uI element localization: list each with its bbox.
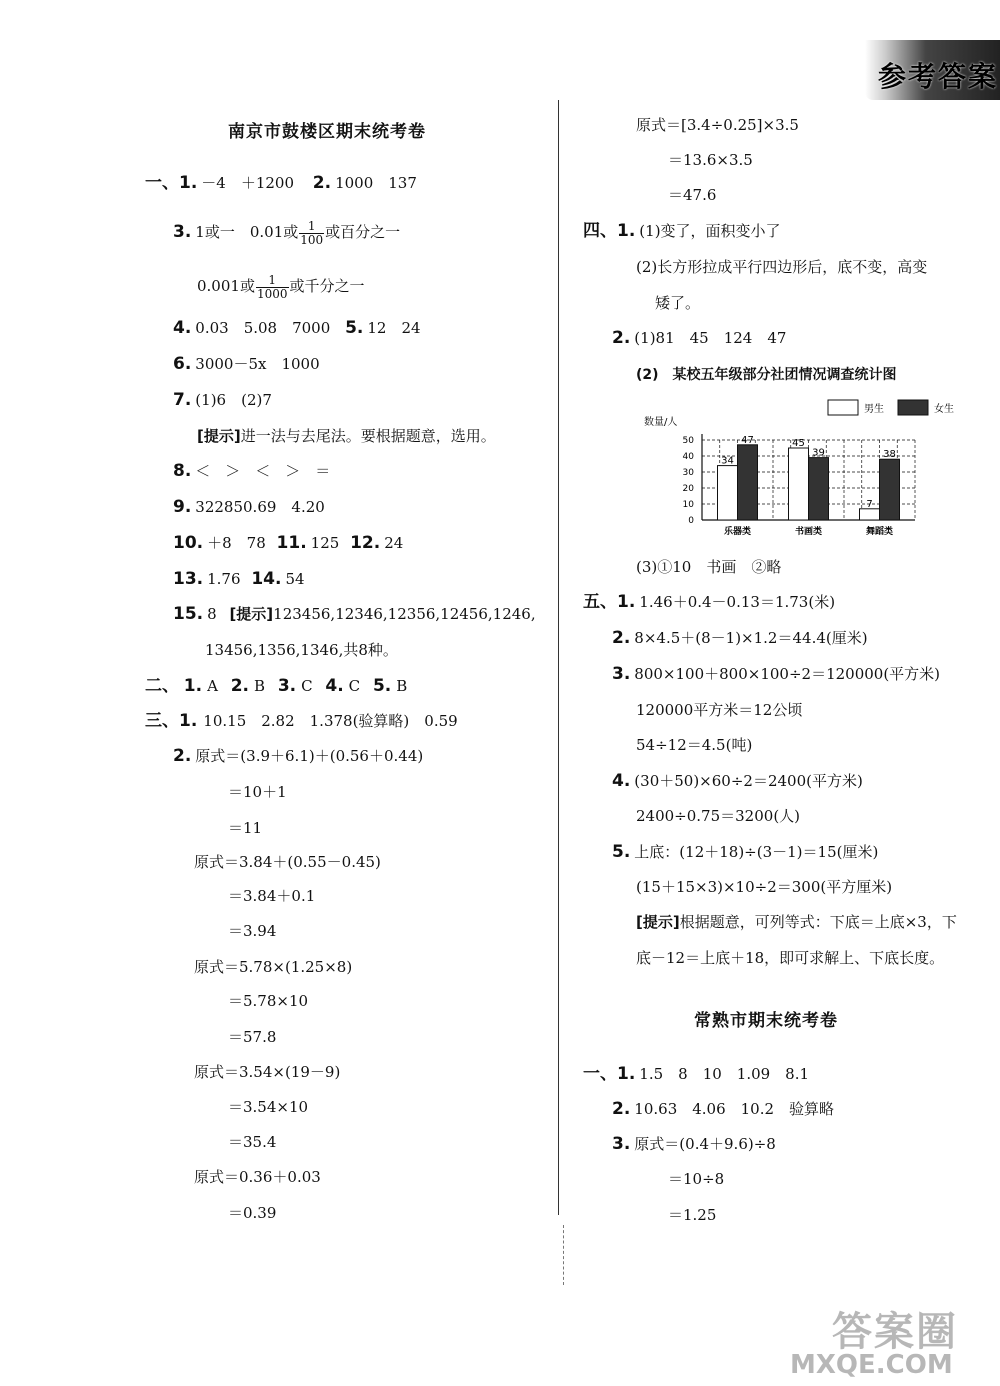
calc-line: ＝47.6 — [668, 186, 717, 204]
s4-q1: 四、1. (1)变了，面积变小了 — [583, 221, 781, 241]
s5-q5-cont: 底－12＝上底＋18，即可求解上、下底长度。 — [636, 949, 945, 967]
calc-line: 原式＝3.84＋(0.55－0.45) — [194, 853, 381, 871]
s2-answers: 二、 1. A 2. B 3. C 4. C 5. B — [145, 676, 408, 696]
legend-swatch-boys — [828, 400, 858, 415]
s5-q4: 4. (30＋50)×60÷2＝2400(平方米) — [612, 771, 863, 791]
s1-q7: 7. (1)6 (2)7 — [173, 390, 272, 410]
calc-line: ＝10＋1 — [228, 783, 287, 801]
calc-line: ＝3.84＋0.1 — [228, 887, 316, 905]
calc-line: 原式＝0.36＋0.03 — [194, 1168, 321, 1186]
bar-value-label: 39 — [812, 447, 825, 459]
bar-value-label: 45 — [792, 438, 805, 449]
s5-q5: 5. 上底：(12＋18)÷(3－1)＝15(厘米) — [612, 842, 879, 862]
calc-line: ＝3.54×10 — [228, 1098, 309, 1116]
watermark-url: MXQE.COM — [790, 1350, 953, 1380]
fraction: $\frac{1}{1000}$ — [256, 272, 288, 301]
s1-q9: 9. 322850.69 4.20 — [173, 497, 325, 517]
legend-label-boys: 男生 — [864, 404, 884, 415]
y-tick-label: 20 — [682, 484, 694, 494]
bar-value-label: 47 — [741, 434, 754, 446]
t1-q3: 3. 原式＝(0.4＋9.6)÷8 — [612, 1134, 776, 1154]
s1-q3: 3. 1或一 0.01或 $\frac{1}{100}$ 或百分之一 — [173, 218, 401, 247]
calc-line: ＝3.94 — [228, 922, 277, 940]
s5-q3-2: 120000平方米＝12公顷 — [636, 701, 803, 719]
fraction: $\frac{1}{100}$ — [300, 218, 324, 247]
bar-value-label: 34 — [721, 455, 734, 467]
x-tick-label: 书画类 — [794, 527, 823, 537]
bar — [809, 458, 829, 520]
s5-q1: 五、1. 1.46＋0.4－0.13＝1.73(米) — [583, 592, 836, 612]
y-tick-label: 0 — [688, 516, 694, 526]
s5-q2: 2. 8×4.5＋(8－1)×1.2＝44.4(厘米) — [612, 628, 868, 648]
calc-line: ＝57.8 — [228, 1028, 277, 1046]
calc-line: 原式＝3.54×(19－9) — [194, 1063, 341, 1081]
s5-q4-2: 2400÷0.75＝3200(人) — [636, 807, 801, 825]
section-label: 一、 — [145, 173, 179, 193]
legend-swatch-girls — [898, 400, 928, 415]
s3-q1: 三、1. 10.15 2.82 1.378(验算略) 0.59 — [145, 711, 458, 731]
s5-q5-2: (15＋15×3)×10÷2＝300(平方厘米) — [636, 878, 893, 896]
t1-q2: 2. 10.63 4.06 10.2 验算略 — [612, 1099, 835, 1119]
bar-value-label: 7 — [866, 498, 873, 510]
s5-q3: 3. 800×100＋800×100÷2＝120000(平方米) — [612, 664, 941, 684]
s1-q1-2: 一、1. －4 ＋1200 2. 1000 137 — [145, 173, 417, 193]
watermark-logo: 答案圈 — [832, 1309, 958, 1355]
calc-line: 原式＝5.78×(1.25×8) — [194, 958, 353, 976]
y-tick-label: 50 — [682, 436, 694, 446]
bar — [738, 445, 758, 520]
s5-q5-hint: [提示]根据题意，可列等式：下底＝上底×3，下 — [636, 913, 957, 931]
s1-q6: 6. 3000－5x 1000 — [173, 354, 320, 374]
s4-q2: 2. (1)81 45 124 47 — [612, 328, 787, 348]
x-tick-label: 舞蹈类 — [865, 527, 894, 537]
bar-value-label: 38 — [883, 449, 896, 461]
y-tick-label: 30 — [682, 468, 694, 478]
y-tick-label: 40 — [682, 452, 694, 462]
bar-chart — [640, 395, 960, 545]
column-divider-dashed — [563, 1225, 565, 1285]
s4-q1-2: (2)长方形拉成平行四边形后，底不变，高变 — [636, 258, 928, 276]
calc-line: ＝1.25 — [668, 1206, 717, 1224]
bar — [860, 509, 880, 520]
bar — [880, 459, 900, 520]
s1-q10-12: 10. ＋8 78 11. 125 12. 24 — [173, 533, 404, 553]
bar — [789, 448, 809, 520]
calc-line: 原式＝[3.4÷0.25]×3.5 — [636, 116, 799, 134]
s5-q3-3: 54÷12＝4.5(吨) — [636, 736, 753, 754]
s4-q2-3: (3)①10 书画 ②略 — [636, 558, 782, 576]
column-divider — [558, 100, 559, 1215]
calc-line: ＝10÷8 — [668, 1170, 725, 1188]
banner-title: 参考答案 — [878, 60, 999, 93]
s1-q3-cont: 0.001或 $\frac{1}{1000}$ 或千分之一 — [197, 272, 365, 301]
s1-q15: 15. 8 [提示]123456,12346,12356,12456,1246, — [173, 604, 536, 624]
calc-line: ＝0.39 — [228, 1204, 277, 1222]
s4-q1-cont: 矮了。 — [655, 294, 701, 312]
x-tick-label: 乐器类 — [723, 527, 752, 537]
y-tick-label: 10 — [682, 500, 694, 510]
s1-q4-5: 4. 0.03 5.08 7000 5. 12 24 — [173, 318, 421, 338]
calc-line: ＝13.6×3.5 — [668, 151, 753, 169]
t1-q1: 一、1. 1.5 8 10 1.09 8.1 — [583, 1064, 810, 1084]
s3-q2: 2. 原式＝(3.9＋6.1)＋(0.56＋0.44) — [173, 746, 424, 766]
s1-q7-hint: [提示]进一法与去尾法。要根据题意，选用。 — [197, 427, 496, 445]
s1-q8: 8. ＜ ＞ ＜ ＞ ＝ — [173, 461, 331, 481]
legend-label-girls: 女生 — [934, 404, 954, 415]
calc-line: ＝5.78×10 — [228, 992, 309, 1010]
right-section-title: 常熟市期末统考卷 — [694, 1011, 838, 1031]
s1-q15-cont: 13456,1356,1346,共8种。 — [205, 641, 398, 659]
bar — [718, 466, 738, 520]
y-axis-label: 数量/人 — [644, 417, 678, 428]
s1-q13-14: 13. 1.76 14. 54 — [173, 569, 305, 589]
calc-line: ＝11 — [228, 819, 263, 837]
left-section-title: 南京市鼓楼区期末统考卷 — [228, 122, 426, 142]
calc-line: ＝35.4 — [228, 1133, 277, 1151]
chart-caption: (2) 某校五年级部分社团情况调查统计图 — [636, 367, 897, 383]
